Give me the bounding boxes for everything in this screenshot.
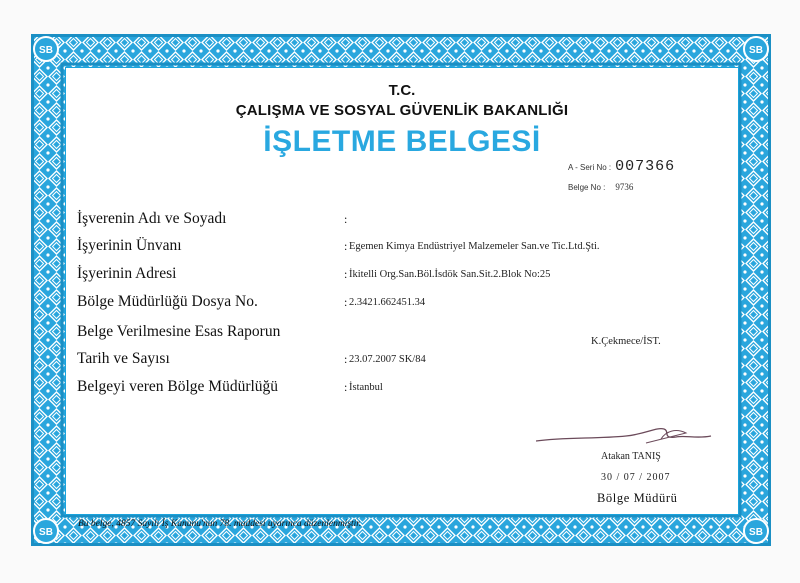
field-value-workplace-address: İkitelli Org.San.Böl.İsdök San.Sit.2.Blok No:25 [349, 269, 551, 280]
signer-role: Bölge Müdürü [597, 491, 678, 505]
signature-mark [536, 403, 736, 453]
serial-number [568, 158, 675, 175]
svg-text:SB: SB [39, 527, 53, 538]
field-label-file-number: Bölge Müdürlüğü Dosya No. [77, 293, 258, 310]
certificate [31, 34, 771, 546]
serial-value: 007366 [615, 158, 676, 175]
certificate-title: İŞLETME BELGESİ [263, 125, 541, 158]
field-colon: : [344, 239, 348, 253]
field-label-workplace-address: İşyerinin Adresi [77, 265, 177, 282]
svg-text:SB: SB [749, 527, 763, 538]
docno-label: Belge No : [568, 183, 606, 192]
field-colon: : [344, 267, 348, 281]
field-value-file-number: 2.3421.662451.34 [349, 297, 426, 308]
signer-name: Atakan TANIŞ [601, 451, 661, 462]
field-colon: : [344, 380, 348, 394]
ministry-name: ÇALIŞMA VE SOSYAL GÜVENLİK BAKANLIĞI [235, 102, 569, 119]
signature-date: 30 / 07 / 2007 [601, 472, 671, 483]
field-colon: : [344, 212, 348, 226]
corner-emblem-icon [34, 519, 58, 543]
field-value-report-date: 23.07.2007 SK/84 [349, 354, 426, 365]
corner-emblem-icon [34, 37, 58, 61]
document-number [568, 182, 633, 192]
field-label-issuing-office: Belgeyi veren Bölge Müdürlüğü [77, 378, 279, 395]
svg-text:SB: SB [749, 45, 763, 56]
field-label-report-date: Tarih ve Sayısı [77, 350, 170, 367]
field-value-workplace-title: Egemen Kimya Endüstriyel Malzemeler San.ve Tic.Ltd.Şti. [349, 241, 600, 252]
footer-note: Bu belge, 4857 Sayılı İş Kanunu'nun 78. maddesi uyarınca düzenlenmiştir. [78, 519, 362, 529]
corner-emblem-icon [744, 519, 768, 543]
field-colon: : [344, 295, 348, 309]
field-label-report-basis: Belge Verilmesine Esas Raporun [77, 323, 281, 340]
field-colon: : [344, 352, 348, 366]
field-value-issuing-office: İstanbul [349, 382, 383, 393]
field-label-workplace-title: İşyerinin Ünvanı [77, 237, 182, 254]
corner-emblem-icon [744, 37, 768, 61]
docno-value: 9736 [615, 182, 634, 192]
serial-label: A - Seri No : [568, 163, 612, 172]
certificate-body [65, 67, 739, 529]
field-label-employer-name: İşverenin Adı ve Soyadı [77, 210, 227, 227]
svg-text:SB: SB [39, 45, 53, 56]
header-tc: T.C. [388, 82, 416, 99]
district: K.Çekmece/İST. [591, 336, 661, 347]
